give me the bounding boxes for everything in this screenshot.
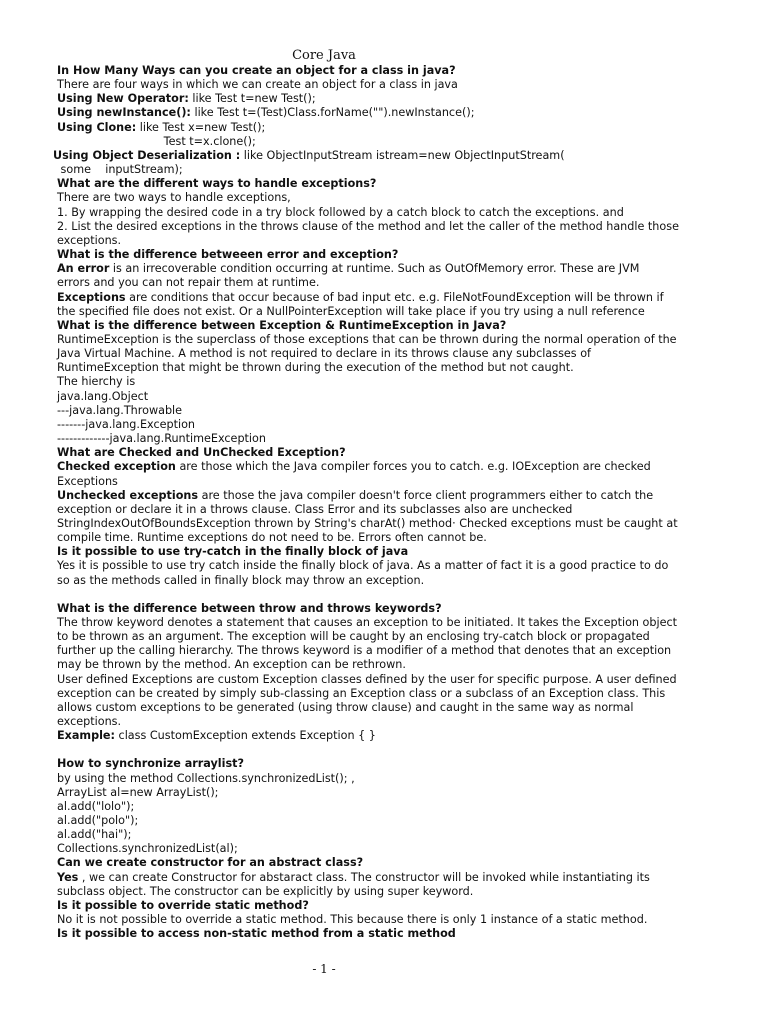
paragraph-line: exception can be created by simply sub-classing an Exception class or a subclass of an Exception class. This <box>57 686 666 700</box>
document-body <box>53 64 717 941</box>
question-heading: How to synchronize arraylist? <box>57 757 244 771</box>
paragraph-line <box>57 489 717 503</box>
term-text: like Test t=(Test)Class.forName("").newInstance(); <box>190 106 475 120</box>
question-heading: Is it possible to access non-static method from a static method <box>57 927 456 941</box>
term-text: like Test x=new Test(); <box>136 120 266 134</box>
code-line: Collections.synchronizedList(al); <box>57 842 238 856</box>
paragraph-line: RuntimeException that might be thrown during the execution of the method but not caught. <box>57 361 574 375</box>
paragraph-line: Java Virtual Machine. A method is not required to declare in its throws clause any subclasses of <box>57 347 591 361</box>
term-label: Using New Operator: <box>57 92 189 106</box>
paragraph-line: exceptions. <box>57 233 122 247</box>
paragraph-line <box>57 291 717 305</box>
term-label: Using Object Deserialization : <box>53 148 241 162</box>
paragraph-line: exceptions. <box>57 715 122 729</box>
question-heading: What are the different ways to handle exceptions? <box>57 177 377 191</box>
question-heading: Is it possible to use try-catch in the finally block of java <box>57 545 409 559</box>
term-text: class CustomException extends Exception { } <box>114 729 376 743</box>
paragraph-line: There are two ways to handle exceptions, <box>57 191 291 205</box>
paragraph-line <box>53 149 717 163</box>
paragraph-line: No it is not possible to override a static method. This because there is only 1 instance of a static method. <box>57 913 648 927</box>
paragraph-line: Yes it is possible to use try catch inside the finally block of java. As a matter of fact it is a good practice to do <box>57 559 669 573</box>
spacer <box>57 588 717 602</box>
term-label: Exceptions <box>57 290 126 304</box>
paragraph-line: may be thrown by the method. An exception can be rethrown. <box>57 658 406 672</box>
paragraph-line: errors and you can not repair them at runtime. <box>57 276 320 290</box>
code-line: al.add("polo"); <box>57 813 139 827</box>
paragraph-line: Exceptions <box>57 474 118 488</box>
hierarchy-line: -------------java.lang.RuntimeException <box>57 432 266 446</box>
term-label: Unchecked exceptions <box>57 488 199 502</box>
hierarchy-line: ---java.lang.Throwable <box>57 403 183 417</box>
code-line: ArrayList al=new ArrayList(); <box>57 785 219 799</box>
paragraph-line: allows custom exceptions to be generated (using throw clause) and caught in the same way as normal <box>57 700 634 714</box>
paragraph-line: so as the methods called in finally block may throw an exception. <box>57 573 425 587</box>
paragraph-line: User defined Exceptions are custom Exception classes defined by the user for specific purpose. A user defined <box>57 672 677 686</box>
paragraph-line: compile time. Runtime exceptions do not need to be. Errors often cannot be. <box>57 531 487 545</box>
paragraph-line: to be thrown as an argument. The exception will be caught by an enclosing try-catch block or propagated <box>57 630 650 644</box>
paragraph-line: The hierchy is <box>57 375 136 389</box>
question-heading: What are Checked and UnChecked Exception? <box>57 446 346 460</box>
paragraph-line: 1. By wrapping the desired code in a try block followed by a catch block to catch the exceptions. and <box>57 205 624 219</box>
code-line: al.add("hai"); <box>57 828 132 842</box>
paragraph-line: the specified file does not exist. Or a NullPointerException will take place if you try using a null reference <box>57 304 645 318</box>
term-text: like Test t=new Test(); <box>188 92 316 106</box>
term-text: like ObjectInputStream istream=new ObjectInputStream( <box>240 148 565 162</box>
paragraph-line: RuntimeException is the superclass of those exceptions that can be thrown during the normal operation of the <box>57 332 677 346</box>
paragraph-line: subclass object. The constructor can be explicitly by using super keyword. <box>57 884 474 898</box>
paragraph-line <box>57 92 717 106</box>
term-label: Using Clone: <box>57 120 137 134</box>
question-heading: Can we create constructor for an abstract class? <box>57 856 364 870</box>
page-title: Core Java <box>292 48 356 63</box>
question-heading: What is the difference betweeen error and exception? <box>57 248 399 262</box>
page-number: - 1 - <box>312 962 336 976</box>
paragraph-line: exception or declare it in a throws clause. Class Error and its subclasses also are unchecked <box>57 502 573 516</box>
paragraph-line <box>57 106 717 120</box>
term-label: Yes <box>57 870 79 884</box>
paragraph-line: Test t=x.clone(); <box>57 134 256 148</box>
term-label: Example: <box>57 729 115 743</box>
spacer <box>57 743 717 757</box>
term-text: are those which the Java compiler forces you to catch. e.g. IOException are checked <box>175 460 651 474</box>
paragraph-line: 2. List the desired exceptions in the throws clause of the method and let the caller of the method handle those <box>57 219 679 233</box>
question-heading: In How Many Ways can you create an object for a class in java? <box>57 64 456 77</box>
code-line: al.add("lolo"); <box>57 799 135 813</box>
question-heading: Is it possible to override static method? <box>57 898 309 912</box>
paragraph-line: by using the method Collections.synchronizedList(); , <box>57 771 355 785</box>
term-text: , we can create Constructor for abstaract class. The constructor will be invoked while instantiating its <box>78 870 650 884</box>
paragraph-line: some inputStream); <box>57 163 183 177</box>
question-heading: What is the difference between throw and throws keywords? <box>57 601 442 615</box>
question-heading: What is the difference between Exception & RuntimeException in Java? <box>57 318 507 332</box>
paragraph-line <box>57 121 717 135</box>
paragraph-line: There are four ways in which we can create an object for a class in java <box>57 78 458 92</box>
term-text: is an irrecoverable condition occurring at runtime. Such as OutOfMemory error. These are JVM <box>109 262 640 276</box>
term-label: Checked exception <box>57 460 176 474</box>
term-label: An error <box>57 262 110 276</box>
paragraph-line: further up the calling hierarchy. The throws keyword is a modifier of a method that denotes that an exception <box>57 644 672 658</box>
term-text: are those the java compiler doesn't force client programmers either to catch the <box>198 488 654 502</box>
paragraph-line <box>57 871 717 885</box>
hierarchy-line: java.lang.Object <box>57 389 149 403</box>
term-label: Using newInstance(): <box>57 106 191 120</box>
paragraph-line: StringIndexOutOfBoundsException thrown by String's charAt() method· Checked exceptions must be caught at <box>57 517 678 530</box>
paragraph-line: The throw keyword denotes a statement that causes an exception to be initiated. It takes the Exception object <box>57 615 678 629</box>
term-text: are conditions that occur because of bad input etc. e.g. FileNotFoundException will be thrown if <box>125 290 664 304</box>
paragraph-line <box>57 262 717 276</box>
hierarchy-line: -------java.lang.Exception <box>57 417 196 431</box>
paragraph-line <box>57 729 717 743</box>
paragraph-line <box>57 460 717 474</box>
